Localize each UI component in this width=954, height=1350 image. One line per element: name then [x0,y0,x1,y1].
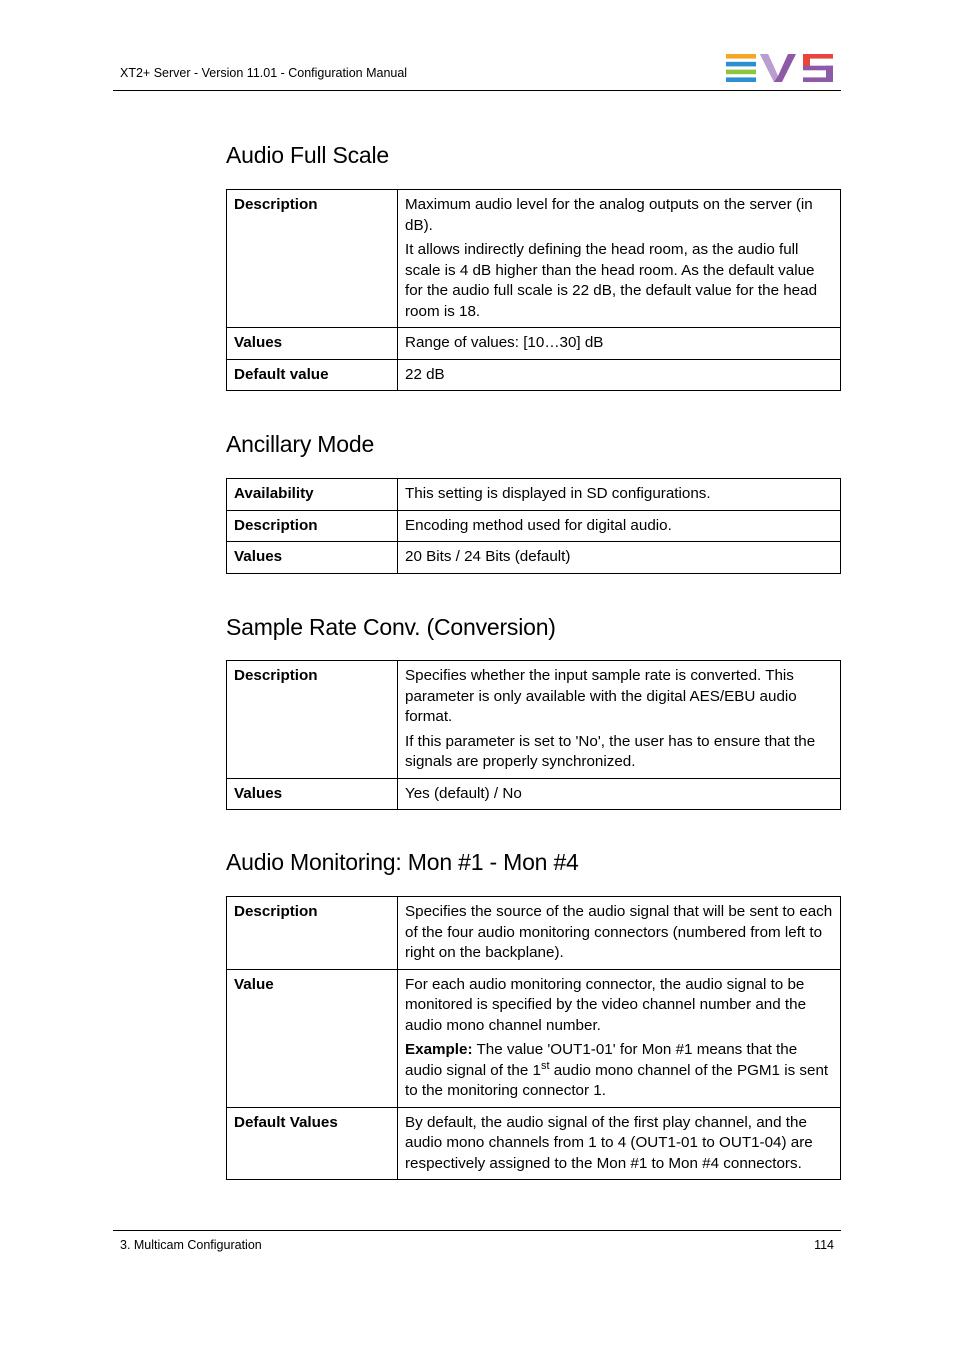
row-label: Default Values [227,1107,398,1180]
row-value [398,359,841,391]
table-row [227,190,841,328]
paragraph: Range of values: [10…30] dB [405,334,604,351]
paragraph: 22 dB [405,365,445,383]
row-value [398,328,841,360]
row-value [398,969,841,1107]
row-value [398,542,841,574]
row-label: Description [227,510,398,542]
table-audio-full-scale [226,189,841,391]
row-label: Description [227,661,398,779]
row-label: Default value [227,359,398,391]
example-lead: Example: [405,1041,473,1058]
table-row [227,542,841,574]
paragraph: Yes (default) / No [405,784,522,802]
section-title-ancillary-mode: Ancillary Mode [226,431,375,457]
paragraph: This setting is displayed in SD configurations. [405,485,711,502]
paragraph: If this parameter is set to 'No', the user has to ensure that the signals are properly synchronized. [405,732,816,770]
table-row [227,661,841,779]
row-label: Value [227,969,398,1107]
running-header: XT2+ Server - Version 11.01 - Configuration Manual [120,66,408,80]
header-rule [113,90,841,91]
paragraph: Maximum audio level for the analog outputs on the server (in dB). [405,196,813,234]
table-row [227,969,841,1107]
ordinal-suffix: st [540,1059,550,1072]
table-row [227,778,841,810]
section-title-sample-rate-conv: Sample Rate Conv. (Conversion) [226,614,556,640]
table-row [227,510,841,542]
example-text-before: The value 'OUT1-01' for Mon #1 means that the audio signal of the 1 [405,1041,798,1079]
footer-section: 3. Multicam Configuration [120,1238,262,1252]
table-sample-rate-conv [226,660,841,810]
example-paragraph [405,1040,834,1102]
row-value [398,510,841,542]
row-value [398,479,841,511]
paragraph: For each audio monitoring connector, the audio signal to be monitored is specified by the video channel number and the audio mono channel number. [405,975,807,1034]
row-label: Availability [227,479,398,511]
footer-rule [113,1230,841,1231]
section-title-audio-monitoring: Audio Monitoring: Mon #1 - Mon #4 [226,849,579,875]
row-value [398,661,841,779]
evs-logo [726,54,834,82]
table-row [227,328,841,360]
section-title-audio-full-scale: Audio Full Scale [226,142,389,168]
table-row [227,479,841,511]
row-value [398,897,841,970]
table-audio-monitoring [226,896,841,1180]
page-number: 114 [814,1238,834,1252]
row-label: Description [227,897,398,970]
row-label: Values [227,328,398,360]
table-row [227,359,841,391]
paragraph: Encoding method used for digital audio. [405,516,672,534]
paragraph: It allows indirectly defining the head room, as the audio full scale is 4 dB higher than the head room. As the default value for the audio full scale is 22 dB, the default value for the head room is 18. [405,241,818,320]
table-row [227,1107,841,1180]
row-value [398,190,841,328]
table-ancillary-mode [226,478,841,574]
paragraph: Specifies whether the input sample rate is converted. This parameter is only available with the digital AES/EBU audio format. [405,667,797,725]
paragraph: Specifies the source of the audio signal that will be sent to each of the four audio monitoring connectors (numbered from left to right on the backplane). [405,903,833,961]
table-row [227,897,841,970]
example-text-after: audio mono channel of the PGM1 is sent to the monitoring connector 1. [405,1061,829,1099]
row-value [398,1107,841,1180]
row-value [398,778,841,810]
row-label: Values [227,778,398,810]
paragraph: 20 Bits / 24 Bits (default) [405,548,571,565]
row-label: Description [227,190,398,328]
row-label: Values [227,542,398,574]
paragraph: By default, the audio signal of the first play channel, and the audio mono channels from 1 to 4 (OUT1-01 to OUT1-04) are respectively assigned to the Mon #1 to Mon #4 connectors. [405,1113,813,1172]
